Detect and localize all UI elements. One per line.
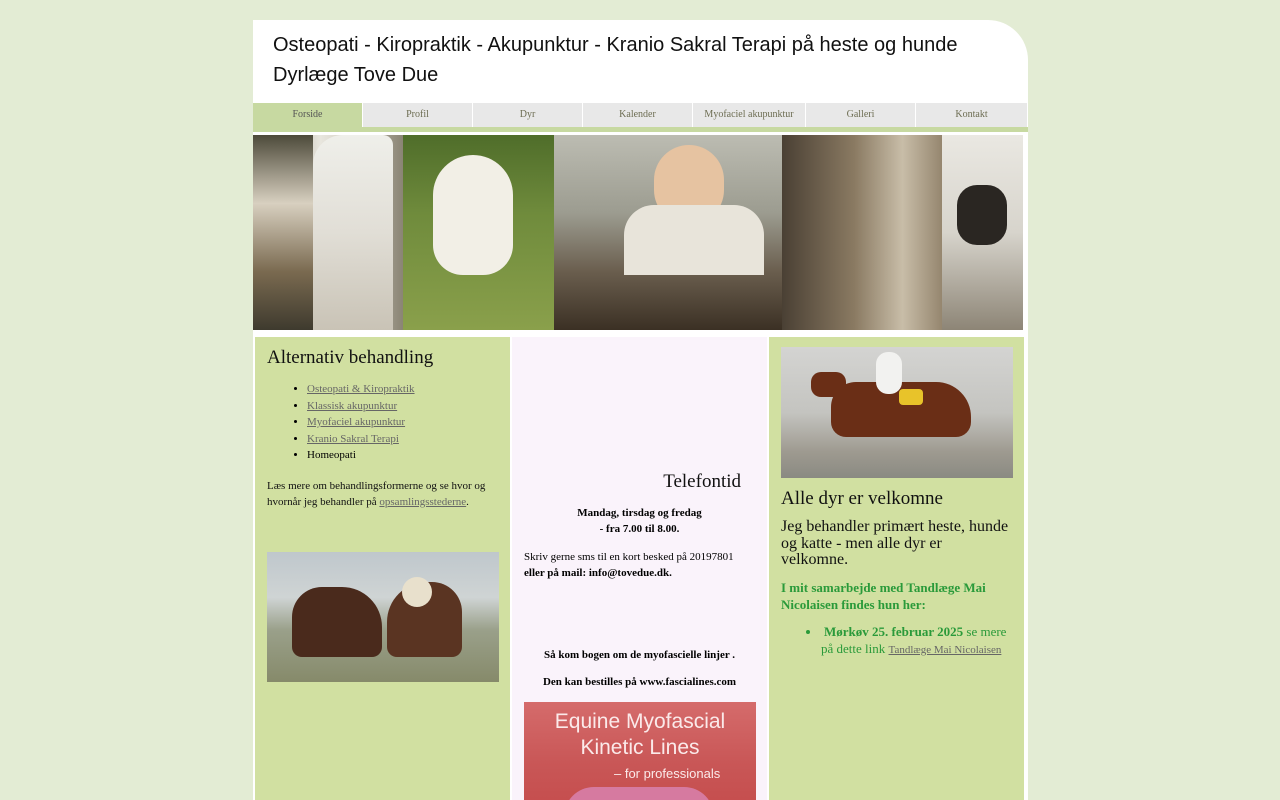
- book-cover-title-2: Kinetic Lines: [580, 736, 700, 759]
- nav-myofaciel-akupunktur[interactable]: Myofaciel akupunktur: [693, 103, 806, 127]
- treatment-link-osteopati[interactable]: Osteopati & Kiropraktik: [307, 383, 415, 395]
- event-date: Mørkøv 25. februar 2025: [824, 623, 964, 639]
- event-text: se mere på dette link: [821, 623, 1007, 656]
- site-container: [253, 20, 1028, 800]
- right-column-title: Alle dyr er velkomne: [781, 488, 943, 509]
- sms-info: Skriv gerne sms til en kort besked på 20197801: [524, 551, 734, 563]
- banner-photo-stable: [782, 135, 1023, 330]
- treatment-item-homeopati: • Homeopati: [307, 447, 498, 464]
- treatment-link-kranio[interactable]: Kranio Sakral Terapi: [307, 432, 399, 445]
- book-announcement: Så kom bogen om de myofascielle linjer .: [543, 649, 736, 661]
- nav-dyr[interactable]: Dyr: [473, 103, 583, 127]
- header-title: Osteopati - Kiropraktik - Akupunktur - Kranio Sakral Terapi på heste og hunde: [273, 34, 958, 56]
- treatment-item[interactable]: [307, 398, 498, 415]
- nav-forside[interactable]: Forside: [253, 103, 363, 127]
- right-column-subtitle: Jeg behandler primært heste, hunde og katte - men alle dyr er velkomne.: [781, 518, 1009, 568]
- banner-photo-horse-handler: [253, 135, 403, 330]
- treatment-item[interactable]: [307, 431, 498, 448]
- nav-underline: [253, 127, 1028, 132]
- banner-photo-puppy: [403, 135, 554, 330]
- phone-days: Mandag, tirsdag og fredag: [577, 507, 702, 519]
- nav-kalender[interactable]: Kalender: [583, 103, 693, 127]
- book-order-info: Den kan bestilles på www.fascialines.com: [542, 676, 737, 688]
- racehorse-photo: [781, 347, 1013, 478]
- ponies-photo: [267, 552, 499, 682]
- treatment-item[interactable]: [307, 414, 498, 431]
- right-column: [769, 337, 1024, 800]
- main-nav: [253, 103, 1028, 127]
- event-item: [821, 623, 1012, 659]
- header-subtitle: Dyrlæge Tove Due: [273, 64, 439, 86]
- banner-photo-vet: [554, 135, 782, 330]
- opsamlingssteder-link[interactable]: opsamlingsstederne: [379, 495, 467, 508]
- site-header: [253, 20, 1028, 103]
- book-cover-image: [524, 702, 756, 800]
- nav-galleri[interactable]: Galleri: [806, 103, 916, 127]
- collab-text: I mit samarbejde med Tandlæge Mai Nicolaisen findes hun her:: [781, 579, 986, 612]
- nav-profil[interactable]: Profil: [363, 103, 473, 127]
- nav-kontakt[interactable]: Kontakt: [916, 103, 1028, 127]
- middle-column: [512, 337, 767, 800]
- treatment-link-akupunktur[interactable]: Klassisk akupunktur: [307, 399, 398, 412]
- treatment-link-myofaciel[interactable]: Myofaciel akupunktur: [307, 416, 406, 428]
- book-cover-title-3: – for professionals: [614, 766, 721, 781]
- left-column-title: Alternativ behandling: [267, 347, 434, 368]
- left-info-paragraph: Læs mere om behandlingsformerne og se hvor og hvornår jeg behandler på opsamlingsstederne.: [267, 479, 486, 508]
- phone-hours: - fra 7.00 til 8.00.: [599, 523, 680, 535]
- header-banner-image: [253, 135, 1023, 330]
- telefontid-title: Telefontid: [663, 471, 741, 492]
- left-column: [255, 337, 510, 800]
- book-cover-title-1: Equine Myofascial: [554, 710, 726, 733]
- mail-info: eller på mail: info@tovedue.dk.: [524, 567, 672, 579]
- treatment-item[interactable]: [307, 381, 498, 398]
- dentist-link[interactable]: Tandlæge Mai Nicolaisen: [888, 643, 1002, 656]
- event-list: [781, 623, 1012, 659]
- treatment-list: [267, 381, 498, 464]
